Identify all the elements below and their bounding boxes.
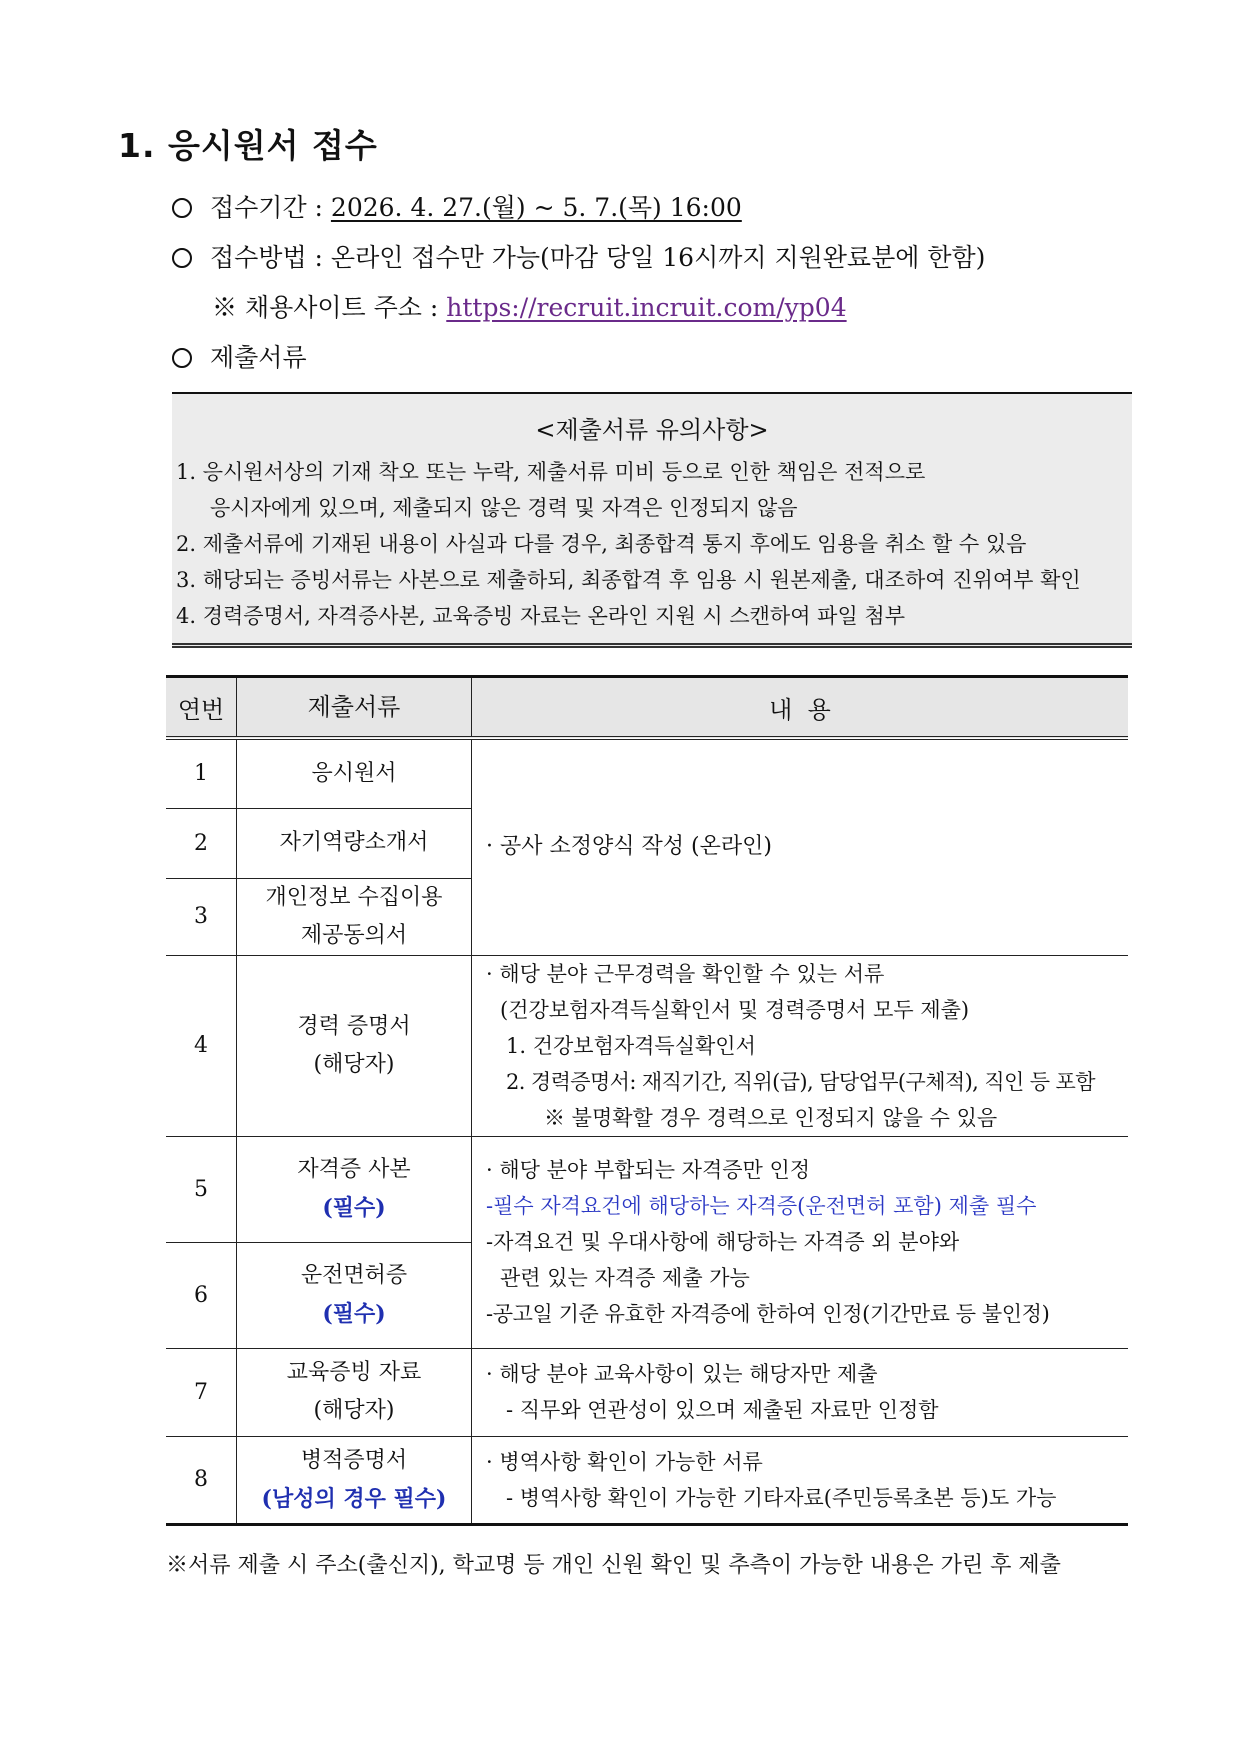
content-line: · 해당 분야 교육사항이 있는 해당자만 제출 xyxy=(486,1362,878,1386)
row-num: 4 xyxy=(166,955,237,1136)
circle-bullet-icon xyxy=(172,348,192,368)
table-row xyxy=(166,955,1128,1136)
header-num: 연번 xyxy=(166,677,237,739)
content-line: · 해당 분야 근무경력을 확인할 수 있는 서류 xyxy=(486,961,885,986)
header-content: 내 용 xyxy=(472,677,1129,739)
row-doc: 자기역량소개서 xyxy=(237,808,472,878)
notice-item: 2. 제출서류에 기재된 내용이 사실과 다를 경우, 최종합격 통지 후에도 임용을 취소 할 수 있음 xyxy=(176,532,1027,556)
content-line: · 공사 소정양식 작성 (온라인) xyxy=(486,834,772,860)
doc-line: (해당자) xyxy=(313,1398,395,1423)
row-doc xyxy=(237,1242,472,1348)
doc-line: 경력 증명서 xyxy=(297,1013,411,1039)
row-num: 2 xyxy=(166,808,237,878)
row-content xyxy=(472,1136,1129,1348)
doc-line: (해당자) xyxy=(313,1051,395,1077)
table-row xyxy=(166,738,1128,808)
row-num: 1 xyxy=(166,738,237,808)
docs-label: 제출서류 xyxy=(210,343,307,372)
content-line: -필수 자격요건에 해당하는 자격증(운전면허 포함) 제출 필수 xyxy=(486,1194,1037,1218)
notice-title: <제출서류 유의사항> xyxy=(535,416,769,444)
doc-line: 교육증빙 자료 xyxy=(286,1360,422,1385)
content-line: - 직무와 연관성이 있으며 제출된 자료만 인정함 xyxy=(506,1398,939,1422)
period-line xyxy=(172,188,742,224)
section-title: 1. 응시원서 접수 xyxy=(118,126,378,165)
required-badge: (남성의 경우 필수) xyxy=(261,1485,447,1512)
table-row xyxy=(166,1136,1128,1242)
content-line: - 병역사항 확인이 가능한 기타자료(주민등록초본 등)도 가능 xyxy=(506,1485,1057,1510)
doc-line: 병적증명서 xyxy=(300,1447,408,1473)
row-num: 3 xyxy=(166,878,237,955)
content-line: 관련 있는 자격증 제출 가능 xyxy=(500,1266,750,1290)
notice-item: 1. 응시원서상의 기재 착오 또는 누락, 제출서류 미비 등으로 인한 책임은 전적으로 xyxy=(176,460,926,484)
row-doc: 응시원서 xyxy=(237,738,472,808)
row-num: 7 xyxy=(166,1348,237,1436)
row-content xyxy=(472,955,1129,1136)
row-doc xyxy=(237,1136,472,1242)
notice-item: 4. 경력증명서, 자격증사본, 교육증빙 자료는 온라인 지원 시 스캔하여 파일 첨부 xyxy=(176,604,906,628)
doc-line: 개인정보 수집이용 xyxy=(265,884,443,910)
doc-line: 자격증 사본 xyxy=(297,1157,411,1182)
content-line: · 해당 분야 부합되는 자격증만 인정 xyxy=(486,1158,811,1182)
notice-list xyxy=(176,454,1081,634)
content-line: 1. 건강보험자격득실확인서 xyxy=(506,1033,756,1058)
content-line: (건강보험자격득실확인서 및 경력증명서 모두 제출) xyxy=(500,997,970,1022)
row-num: 5 xyxy=(166,1136,237,1242)
period-label: 접수기간 : xyxy=(210,193,331,222)
content-line: -자격요건 및 우대사항에 해당하는 자격증 외 분야와 xyxy=(486,1230,960,1254)
required-badge: (필수) xyxy=(322,1195,386,1221)
doc-line: 운전면허증 xyxy=(300,1263,408,1288)
table-row xyxy=(166,1436,1128,1524)
row-num: 6 xyxy=(166,1242,237,1348)
period-value: 2026. 4. 27.(월) ~ 5. 7.(목) 16:00 xyxy=(330,193,742,222)
method-text: 접수방법 : 온라인 접수만 가능(마감 당일 16시까지 지원완료분에 한함) xyxy=(210,243,986,272)
table-row xyxy=(166,1348,1128,1436)
recruit-site-link[interactable]: https://recruit.incruit.com/yp04 xyxy=(446,293,847,322)
row-doc xyxy=(237,1436,472,1524)
doc-line: 제공동의서 xyxy=(300,922,408,948)
notice-box xyxy=(172,392,1132,648)
site-label: ※ 채용사이트 주소 : xyxy=(212,293,447,322)
docs-line xyxy=(172,338,307,374)
content-line: 2. 경력증명서: 재직기간, 직위(급), 담당업무(구체적), 직인 등 포함 xyxy=(506,1069,1095,1094)
row-doc xyxy=(237,1348,472,1436)
site-line xyxy=(212,288,847,324)
notice-item: 응시자에게 있으며, 제출되지 않은 경력 및 자격은 인정되지 않음 xyxy=(210,496,798,520)
header-doc: 제출서류 xyxy=(237,677,472,739)
notice-item: 3. 해당되는 증빙서류는 사본으로 제출하되, 최종합격 후 임용 시 원본제출, 대조하여 진위여부 확인 xyxy=(176,568,1081,592)
method-line xyxy=(172,238,985,274)
row-doc xyxy=(237,955,472,1136)
content-line: · 병역사항 확인이 가능한 서류 xyxy=(486,1449,763,1474)
content-line: ※ 불명확할 경우 경력으로 인정되지 않을 수 있음 xyxy=(544,1105,998,1130)
required-badge: (필수) xyxy=(322,1301,386,1327)
footnote: ※서류 제출 시 주소(출신지), 학교명 등 개인 신원 확인 및 추측이 가능한 내용은 가린 후 제출 xyxy=(166,1553,1061,1578)
circle-bullet-icon xyxy=(172,248,192,268)
row-content xyxy=(472,1348,1129,1436)
row-num: 8 xyxy=(166,1436,237,1524)
row-doc xyxy=(237,878,472,955)
circle-bullet-icon xyxy=(172,198,192,218)
row-content xyxy=(472,1436,1129,1524)
documents-table xyxy=(166,675,1128,1526)
row-content xyxy=(472,738,1129,955)
content-line: -공고일 기준 유효한 자격증에 한하여 인정(기간만료 등 불인정) xyxy=(486,1302,1050,1326)
